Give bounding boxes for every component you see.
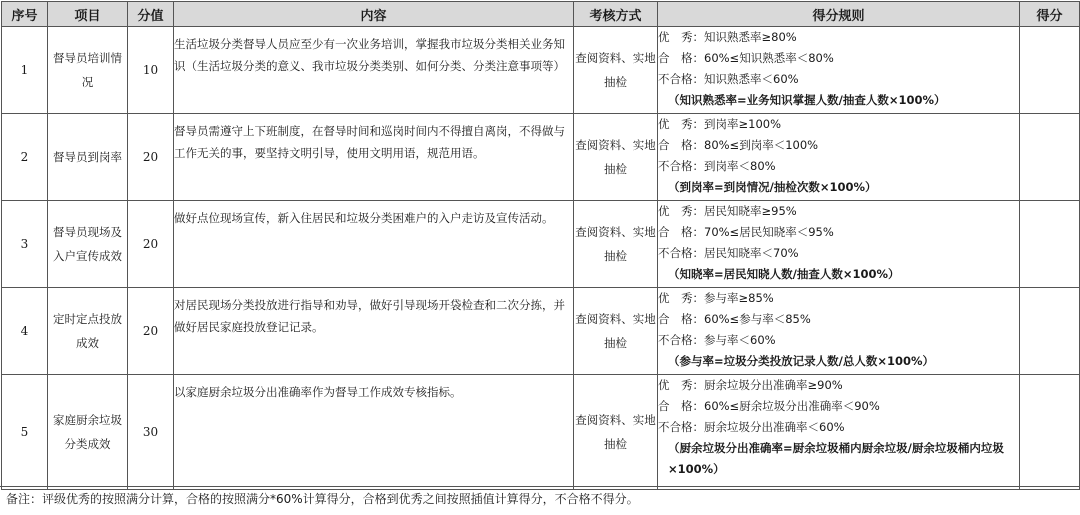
table-row [2,375,1080,490]
row-content [174,288,574,375]
rule-excellent: 优 秀：居民知晓率≥95% [658,204,797,218]
row-got [1020,375,1080,490]
table-row [2,201,1080,288]
row-content-text: 对居民现场分类投放进行指导和劝导，做好引导现场开袋检查和二次分拣，并做好居民家庭投放登记记录。 [174,298,565,334]
row-score: 20 [128,114,174,201]
header-score: 分值 [128,2,174,27]
header-item: 项目 [48,2,128,27]
row-number: 5 [2,375,48,490]
rule-fail: 不合格：参与率＜60% [658,333,776,347]
row-content-text: 督导员需遵守上下班制度，在督导时间和巡岗时间内不得擅自离岗，不得做与工作无关的事，要坚持文明引导，使用文明用语，规范用语。 [174,124,565,160]
rule-pass: 合 格：80%≤到岗率＜100% [658,138,819,152]
rule-formula: （知晓率=居民知晓人数/抽查人数×100%） [668,267,900,281]
row-rule [658,114,1020,201]
row-item: 督导员到岗率 [48,114,128,201]
header-no: 序号 [2,2,48,27]
rule-excellent: 优 秀：参与率≥85% [658,291,774,305]
rule-formula: （厨余垃圾分出准确率=厨余垃圾桶内厨余垃圾/厨余垃圾桶内垃圾×100%） [668,441,1004,476]
rule-fail: 不合格：居民知晓率＜70% [658,246,799,260]
header-method: 考核方式 [574,2,658,27]
header-got: 得分 [1020,2,1080,27]
row-item: 定时定点投放成效 [48,288,128,375]
rule-formula: （参与率=垃圾分类投放记录人数/总人数×100%） [668,354,934,368]
row-method: 查阅资料、实地抽检 [574,27,658,114]
rule-fail: 不合格：知识熟悉率＜60% [658,72,799,86]
rule-formula: （到岗率=到岗情况/抽检次数×100%） [668,180,877,194]
row-content [174,27,574,114]
row-content-text: 做好点位现场宣传，新入住居民和垃圾分类困难户的入户走访及宣传活动。 [174,211,554,225]
row-number: 2 [2,114,48,201]
header-rule: 得分规则 [658,2,1020,27]
row-content-text: 生活垃圾分类督导人员应至少有一次业务培训，掌握我市垃圾分类相关业务知识（生活垃圾分类的意义、我市垃圾分类类别、如何分类、分类注意事项等） [174,37,565,73]
rule-excellent: 优 秀：厨余垃圾分出准确率≥90% [658,378,843,392]
row-got [1020,288,1080,375]
row-rule [658,201,1020,288]
row-got [1020,201,1080,288]
row-score: 30 [128,375,174,490]
table-row [2,27,1080,114]
row-method: 查阅资料、实地抽检 [574,288,658,375]
rule-pass: 合 格：60%≤知识熟悉率＜80% [658,51,834,65]
row-got [1020,27,1080,114]
row-item: 家庭厨余垃圾分类成效 [48,375,128,490]
row-number: 4 [2,288,48,375]
row-number: 3 [2,201,48,288]
row-method: 查阅资料、实地抽检 [574,375,658,490]
row-content [174,114,574,201]
row-score: 20 [128,201,174,288]
rule-fail: 不合格：厨余垃圾分出准确率＜60% [658,420,845,434]
rule-pass: 合 格：60%≤厨余垃圾分出准确率＜90% [658,399,880,413]
assessment-table [1,1,1080,490]
row-rule [658,375,1020,490]
rule-fail: 不合格：到岗率＜80% [658,159,776,173]
row-content-text: 以家庭厨余垃圾分出准确率作为督导工作成效专核指标。 [174,385,462,399]
table-row [2,288,1080,375]
row-method: 查阅资料、实地抽检 [574,114,658,201]
table-header-row [2,2,1080,27]
row-score: 10 [128,27,174,114]
rule-excellent: 优 秀：知识熟悉率≥80% [658,30,797,44]
footnote: 备注：评级优秀的按照满分计算，合格的按照满分*60%计算得分，合格到优秀之间按照插值计算得分，不合格不得分。 [0,486,1080,514]
row-content [174,375,574,490]
rule-excellent: 优 秀：到岗率≥100% [658,117,782,131]
row-rule [658,27,1020,114]
row-item: 督导员培训情况 [48,27,128,114]
row-content [174,201,574,288]
row-number: 1 [2,27,48,114]
rule-formula: （知识熟悉率=业务知识掌握人数/抽查人数×100%） [668,93,946,107]
header-content: 内容 [174,2,574,27]
row-item: 督导员现场及入户宣传成效 [48,201,128,288]
rule-pass: 合 格：70%≤居民知晓率＜95% [658,225,834,239]
row-method: 查阅资料、实地抽检 [574,201,658,288]
row-score: 20 [128,288,174,375]
table-row [2,114,1080,201]
row-got [1020,114,1080,201]
rule-pass: 合 格：60%≤参与率＜85% [658,312,811,326]
row-rule [658,288,1020,375]
